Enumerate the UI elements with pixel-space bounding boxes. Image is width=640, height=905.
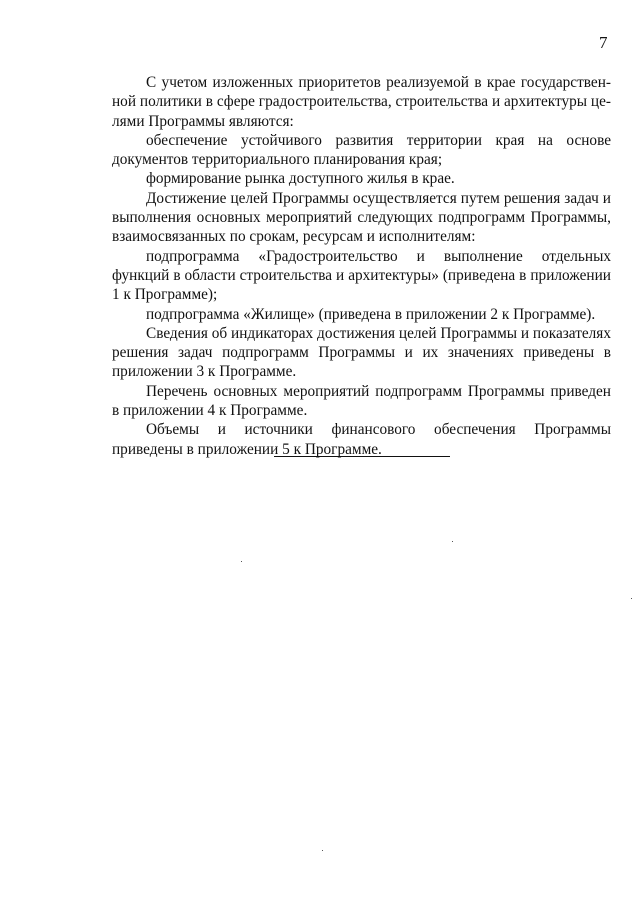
paragraph-activities-list: Перечень основных мероприятий подпрограмм Программы приведен в приложении 4 к Программе.	[112, 382, 611, 420]
end-separator-line	[274, 456, 450, 457]
paragraph-goal-territory: обеспечение устойчивого развития территории края на основе документов территориального планирования края;	[112, 131, 611, 169]
paragraph-financing: Объемы и источники финансового обеспечения Программы приведены в приложении 5 к Программе.	[112, 421, 611, 458]
paragraph-subprogram-urban-planning: подпрограмма «Градостроительство и выполнение отдельных функций в области строительства и архитектуры» (приведена в приложении 1 к Программе);	[112, 247, 611, 304]
paragraph-subprograms-intro: Достижение целей Программы осуществляется путем решения задач и выполнения основных мероприятий следующих подпрограмм Программы, взаимосвязанных по срокам, ресурсам и исполнителям:	[112, 189, 611, 246]
paragraph-priorities-intro: С учетом изложенных приоритетов реализуемой в крае государственной политики в сфере градостроительства, строительства и архитектуры целями Программы являются:	[112, 74, 611, 130]
scan-speck	[452, 541, 453, 542]
paragraph-indicators: Сведения об индикаторах достижения целей Программы и показателях решения задач подпрограмм Программы и их значениях приведены в приложении 3 к Программе.	[112, 324, 611, 381]
scan-speck	[631, 598, 632, 599]
document-body	[112, 73, 611, 459]
page-number: 7	[599, 33, 608, 52]
scan-speck	[322, 850, 323, 851]
scan-speck	[241, 561, 242, 562]
paragraph-goal-housing: формирование рынка доступного жилья в крае.	[146, 170, 455, 188]
paragraph-subprogram-housing: подпрограмма «Жилище» (приведена в приложении 2 к Программе).	[146, 305, 596, 323]
